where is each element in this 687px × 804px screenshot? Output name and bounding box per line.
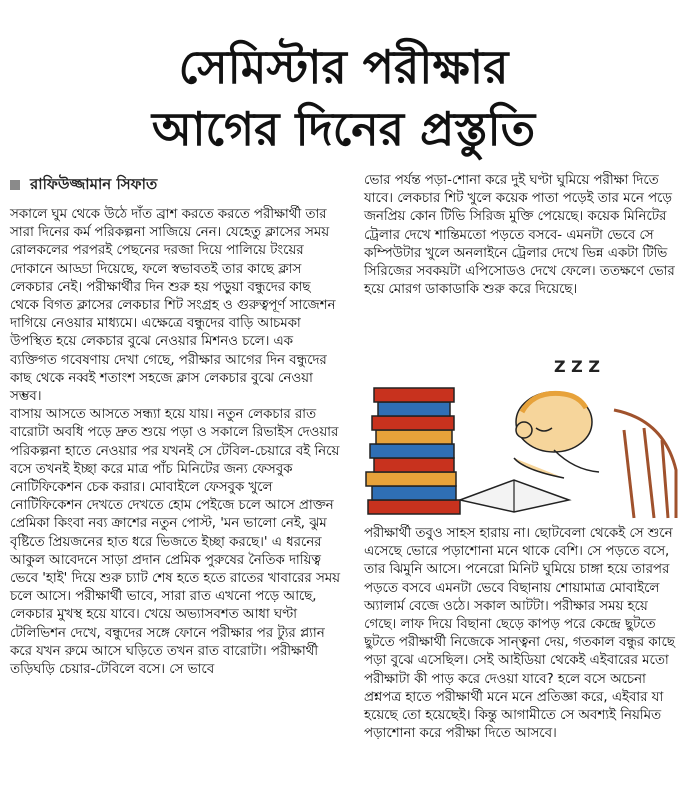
title-line-1: সেমিস্টার পরীক্ষার bbox=[178, 40, 509, 94]
sleeping-student-illustration bbox=[364, 350, 682, 520]
paragraph: পরীক্ষার্থী তবুও সাহস হারায় না। ছোটবেলা থেকেই সে শুনে এসেছে ভোরে পড়াশোনা মনে থাকে বেশি। সে পড়তে বসে, তার ঝিমুনি আসে। পনেরো মিনিট ঘুমিয়ে চাঙ্গা হয়ে তারপর পড়তে বসবে এমনটা ভেবে বিছানায় শোয়ামাত্র মোবাইলে অ্যালার্ম বেজে ওঠে। সকাল আটটা। পরীক্ষার সময় হয়ে গেছে। লাফ দিয়ে বিছানা ছেড়ে কাপড় পরে কেন্দ্রে ছুটতে ছুটতে পরীক্ষার্থী নিজেকে সান্ত্বনা দেয়, গতকাল বন্ধুর কাছে পড়া বুঝে এসেছিল। সেই আইডিয়া থেকেই এইবারের মতো পরীক্ষাটা কী পাড় করে দেওয়া যাবে? হলে বসে অচেনা প্রশ্নপত্র হাতে পরীক্ষার্থী মনে মনে প্রতিজ্ঞা করে, এইবার যা হয়েছে তো হয়েছেই। কিন্তু আগামীতে সে অবশ্যই নিয়মিত পড়াশোনা করে পরীক্ষা দিতে আসবে। bbox=[364, 526, 675, 742]
paragraph: সকালে ঘুম থেকে উঠে দাঁত ব্রাশ করতে করতে পরীক্ষার্থী তার সারা দিনের কর্ম পরিকল্পনা সাজিয়ে নেন। যেহেতু ক্লাসের সময় রোলকলের পরপরই পেছনের দরজা দিয়ে পালিয়ে টংয়ের দোকানে আড্ডা দিয়েছে, ফলে স্বভাবতই তার কাছে ক্লাস লেকচার নেই। পরীক্ষার্থীর দিন শুরু হয় পড়ুয়া বন্ধুদের কাছ থেকে বিগত ক্লাসের লেকচার শিট সংগ্রহ ও গুরুত্বপূর্ণ সাজেশন দাগিয়ে নেওয়ার মাধ্যমে। এক্ষেত্রে বন্ধুদের বাড়ি আচমকা উপস্থিত হয়ে লেকচার বুঝে নেওয়ার মিশনও চলে। এক ব্যক্তিগত গবেষণায় দেখা গেছে, পরীক্ষার আগের দিন বন্ধুদের কাছ থেকে নব্বই শতাংশ সহজে ক্লাস লেকচার বুঝে নেওয়া সম্ভব। bbox=[10, 207, 336, 405]
book-stack-icon bbox=[366, 388, 460, 514]
paragraph: বাসায় আসতে আসতে সন্ধ্যা হয়ে যায়। নতুন লেকচার রাত বারোটা অবধি পড়ে দ্রুত শুয়ে পড়া ও সকালে রিভাইস দেওয়ার পরিকল্পনা হাতে নেওয়ার পর যখনই সে টেবিল-চেয়ারে বই নিয়ে বসে তখনই ইচ্ছা করে মাত্র পাঁচ মিনিটের জন্য ফেসবুক নোটিফিকেশন চেক করার। মোবাইলে ফেসবুক খুলে নোটিফিকেশন দেখতে দেখতে হোম পেইজে চলে আসে প্রাক্তন প্রেমিকা কিংবা নব্য ক্রাশের নতুন পোস্ট, 'মন ভালো নেই, ঝুম বৃষ্টিতে প্রিয়জনের হাত ধরে ভিজতে ইচ্ছা করছে।' এ ধরনের আকুল আবেদনে সাড়া প্রদান প্রেমিক পুরুষের নৈতিক দায়িত্ব ভেবে 'হাই' দিয়ে শুরু চ্যাট শেষ হতে হতে রাতের খাবারের সময় চলে আসে। পরীক্ষার্থী ভাবে, সারা রাত এখনো পড়ে আছে, লেকচার মুখস্থ হয়ে যাবে। খেয়ে অভ্যাসবশত আধা ঘণ্টা টেলিভিশন দেখে, বন্ধুদের সঙ্গে ফোনে পরীক্ষার পর ট্যুর প্ল্যান করে যখন রুমে আসে ঘড়িতে তখন রাত বারোটা। পরীক্ষার্থী তড়িঘড়ি চেয়ার-টেবিলে বসে। সে ভাবে bbox=[10, 407, 340, 678]
snore-z-icon: Z Z Z bbox=[554, 357, 600, 376]
article-title bbox=[0, 36, 687, 160]
sleeping-head-icon bbox=[514, 392, 599, 478]
byline bbox=[10, 173, 157, 198]
right-column-bottom bbox=[364, 525, 676, 743]
bullet-square-icon bbox=[10, 180, 20, 190]
paragraph: ভোর পর্যন্ত পড়া-শোনা করে দুই ঘণ্টা ঘুমিয়ে পরীক্ষা দিতে যাবে। লেকচার শিট খুলে কয়েক পাতা পড়েই তার মনে পড়ে জনপ্রিয় কোন টিভি সিরিজ মুক্তি পেয়েছে। কয়েক মিনিটের ট্রেলার দেখে শান্তিমতো পড়তে বসবে- এমনটা ভেবে সে কম্পিউটার খুলে অনলাইনে ট্রেলার দেখে ভিন্ন একটা টিভি সিরিজের সবকয়টা এপিসোডও দেখে ফেলে। ততক্ষণে ভোর হয়ে মোরগ ডাকাডাকি শুরু করে দিয়েছে। bbox=[364, 173, 675, 298]
title-line-2: আগের দিনের প্রস্তুতি bbox=[151, 102, 536, 156]
chair-icon bbox=[614, 410, 676, 518]
right-column-top bbox=[364, 172, 676, 299]
left-column bbox=[10, 206, 343, 679]
author-name: রাফিউজ্জামান সিফাত bbox=[30, 175, 158, 193]
